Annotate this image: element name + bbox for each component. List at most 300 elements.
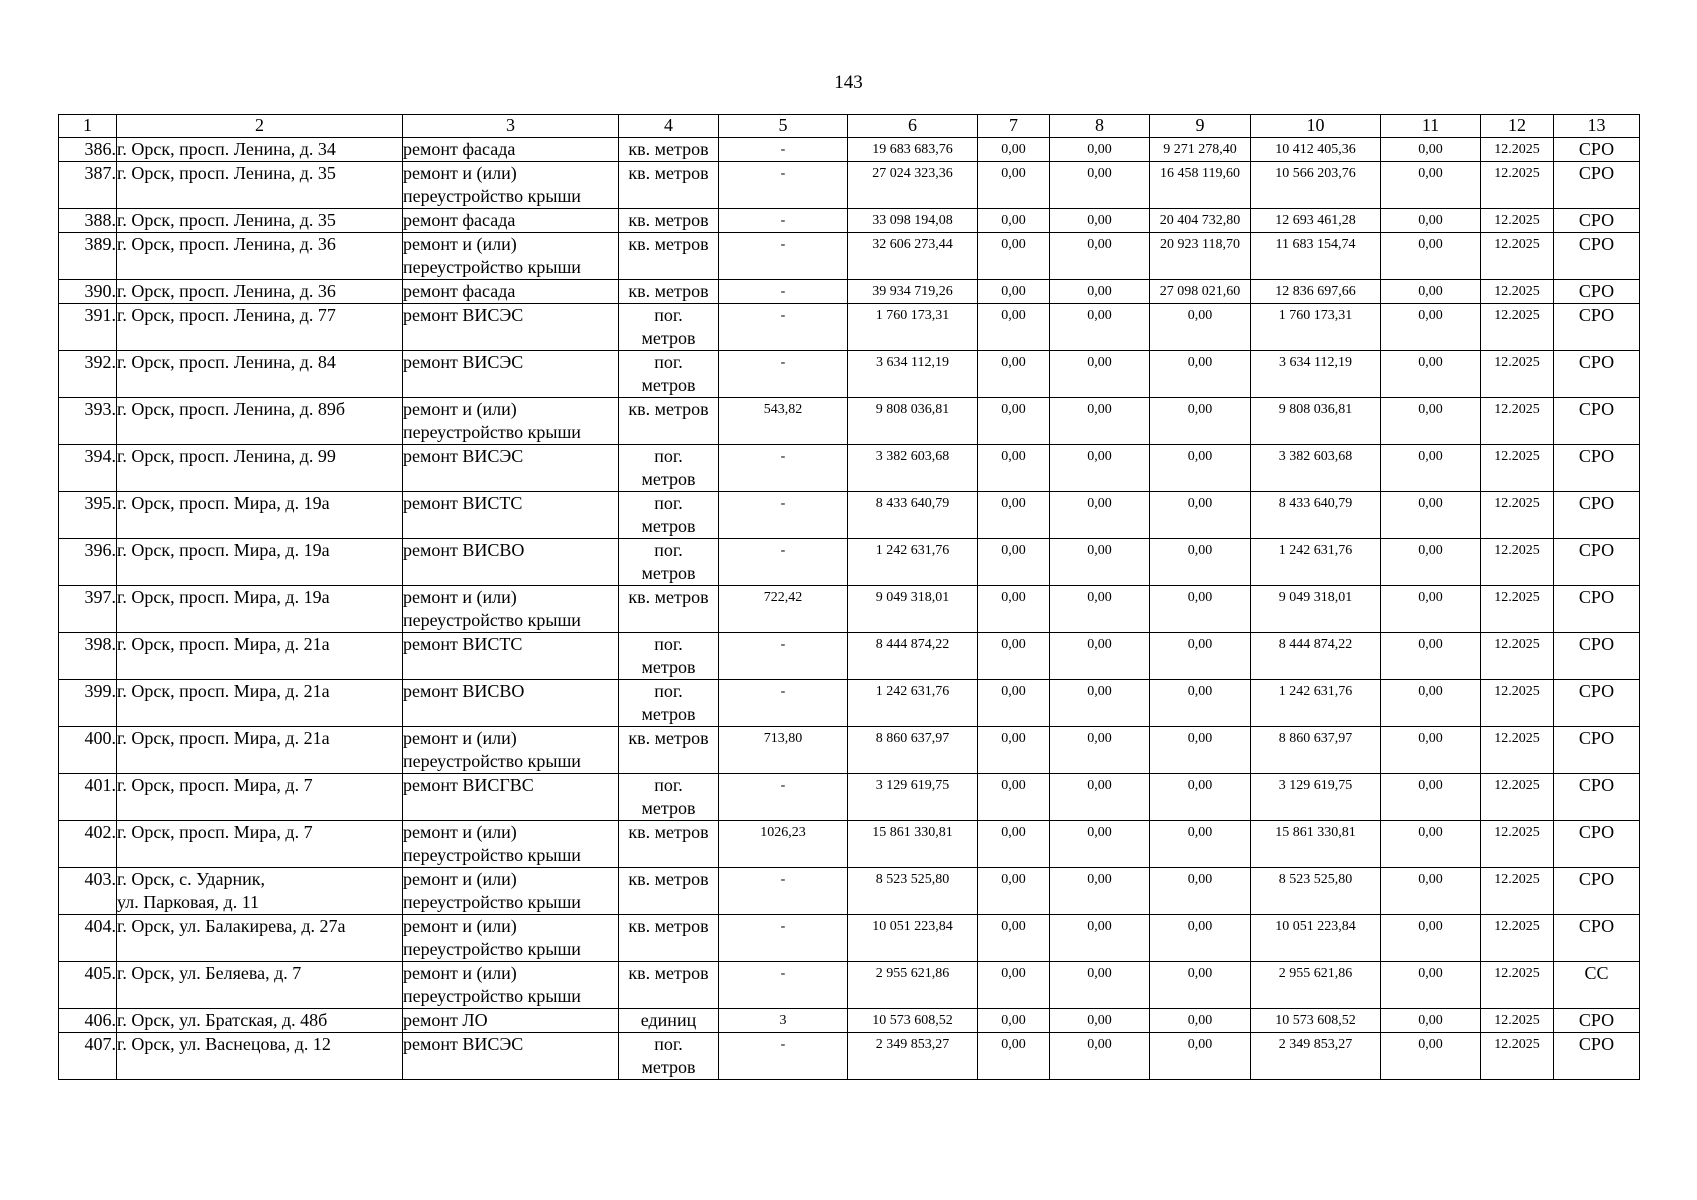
fund-method-cell: СРО bbox=[1554, 915, 1640, 962]
row-number-cell: 400. bbox=[59, 727, 117, 774]
table-row bbox=[59, 233, 1640, 280]
unit-cell bbox=[619, 539, 719, 586]
regional-funds-cell: 0,00 bbox=[1050, 539, 1150, 586]
owner-funds-cell: 10 412 405,36 bbox=[1251, 138, 1381, 162]
header-cell: 9 bbox=[1150, 115, 1251, 138]
unit-cell-line: пог. bbox=[654, 681, 683, 701]
address-cell-line: г. Орск, просп. Ленина, д. 35 bbox=[117, 163, 336, 183]
completion-date-cell: 12.2025 bbox=[1481, 162, 1554, 209]
work-type-cell-line: переустройство крыши bbox=[403, 257, 581, 277]
owner-funds-cell: 8 444 874,22 bbox=[1251, 633, 1381, 680]
federal-funds-cell: 0,00 bbox=[978, 962, 1050, 1009]
address-cell-line: г. Орск, просп. Мира, д. 21а bbox=[117, 681, 330, 701]
work-type-cell-line: переустройство крыши bbox=[403, 892, 581, 912]
work-type-cell-line: ремонт и (или) bbox=[403, 587, 517, 607]
address-cell bbox=[117, 162, 403, 209]
unit-cell bbox=[619, 492, 719, 539]
quantity-cell: - bbox=[719, 774, 848, 821]
address-cell bbox=[117, 962, 403, 1009]
work-type-cell-line: ремонт ВИСВО bbox=[403, 681, 525, 701]
row-number-cell: 396. bbox=[59, 539, 117, 586]
other-funds-cell: 0,00 bbox=[1381, 280, 1481, 304]
federal-funds-cell: 0,00 bbox=[978, 280, 1050, 304]
work-type-cell-line: ремонт ВИСТС bbox=[403, 493, 523, 513]
federal-funds-cell: 0,00 bbox=[978, 680, 1050, 727]
federal-funds-cell: 0,00 bbox=[978, 233, 1050, 280]
quantity-cell: - bbox=[719, 138, 848, 162]
row-number-cell: 393. bbox=[59, 398, 117, 445]
fund-method-cell: СРО bbox=[1554, 445, 1640, 492]
owner-funds-cell: 10 051 223,84 bbox=[1251, 915, 1381, 962]
local-funds-cell: 0,00 bbox=[1150, 398, 1251, 445]
row-number-cell: 394. bbox=[59, 445, 117, 492]
table-row bbox=[59, 1009, 1640, 1033]
unit-cell-line: метров bbox=[641, 375, 696, 395]
unit-cell-line: кв. метров bbox=[628, 963, 709, 983]
fund-method-cell: СРО bbox=[1554, 1033, 1640, 1080]
completion-date-cell: 12.2025 bbox=[1481, 209, 1554, 233]
address-cell-line: г. Орск, просп. Ленина, д. 34 bbox=[117, 139, 336, 159]
owner-funds-cell: 8 523 525,80 bbox=[1251, 868, 1381, 915]
total-cost-cell: 1 760 173,31 bbox=[848, 304, 978, 351]
unit-cell bbox=[619, 351, 719, 398]
fund-method-cell: СРО bbox=[1554, 162, 1640, 209]
regional-funds-cell: 0,00 bbox=[1050, 727, 1150, 774]
completion-date-cell: 12.2025 bbox=[1481, 915, 1554, 962]
owner-funds-cell: 3 634 112,19 bbox=[1251, 351, 1381, 398]
unit-cell-line: кв. метров bbox=[628, 281, 709, 301]
header-cell: 2 bbox=[117, 115, 403, 138]
address-cell-line: г. Орск, ул. Братская, д. 48б bbox=[117, 1010, 328, 1030]
unit-cell-line: кв. метров bbox=[628, 587, 709, 607]
completion-date-cell: 12.2025 bbox=[1481, 138, 1554, 162]
work-type-cell-line: переустройство крыши bbox=[403, 986, 581, 1006]
federal-funds-cell: 0,00 bbox=[978, 398, 1050, 445]
local-funds-cell: 0,00 bbox=[1150, 539, 1251, 586]
address-cell bbox=[117, 304, 403, 351]
unit-cell-line: пог. bbox=[654, 352, 683, 372]
unit-cell-line: метров bbox=[641, 516, 696, 536]
unit-cell bbox=[619, 962, 719, 1009]
local-funds-cell: 0,00 bbox=[1150, 774, 1251, 821]
completion-date-cell: 12.2025 bbox=[1481, 492, 1554, 539]
address-cell bbox=[117, 280, 403, 304]
unit-cell-line: пог. bbox=[654, 305, 683, 325]
address-cell-line: г. Орск, просп. Ленина, д. 36 bbox=[117, 234, 336, 254]
completion-date-cell: 12.2025 bbox=[1481, 304, 1554, 351]
federal-funds-cell: 0,00 bbox=[978, 492, 1050, 539]
regional-funds-cell: 0,00 bbox=[1050, 821, 1150, 868]
work-type-cell bbox=[403, 586, 619, 633]
regional-funds-cell: 0,00 bbox=[1050, 233, 1150, 280]
fund-method-cell: СРО bbox=[1554, 868, 1640, 915]
header-row bbox=[59, 115, 1640, 138]
completion-date-cell: 12.2025 bbox=[1481, 821, 1554, 868]
unit-cell bbox=[619, 633, 719, 680]
regional-funds-cell: 0,00 bbox=[1050, 138, 1150, 162]
owner-funds-cell: 10 573 608,52 bbox=[1251, 1009, 1381, 1033]
table-row bbox=[59, 162, 1640, 209]
work-type-cell bbox=[403, 680, 619, 727]
address-cell-line: г. Орск, просп. Мира, д. 7 bbox=[117, 822, 313, 842]
address-cell-line: г. Орск, просп. Мира, д. 21а bbox=[117, 634, 330, 654]
local-funds-cell: 0,00 bbox=[1150, 727, 1251, 774]
fund-method-cell: СРО bbox=[1554, 304, 1640, 351]
table-row bbox=[59, 280, 1640, 304]
work-type-cell-line: ремонт ВИСЭС bbox=[403, 1034, 524, 1054]
total-cost-cell: 3 129 619,75 bbox=[848, 774, 978, 821]
row-number-cell: 397. bbox=[59, 586, 117, 633]
other-funds-cell: 0,00 bbox=[1381, 233, 1481, 280]
local-funds-cell: 0,00 bbox=[1150, 962, 1251, 1009]
fund-method-cell: СРО bbox=[1554, 233, 1640, 280]
table-row bbox=[59, 398, 1640, 445]
table-row bbox=[59, 539, 1640, 586]
address-cell bbox=[117, 868, 403, 915]
total-cost-cell: 8 433 640,79 bbox=[848, 492, 978, 539]
local-funds-cell: 27 098 021,60 bbox=[1150, 280, 1251, 304]
address-cell bbox=[117, 351, 403, 398]
unit-cell bbox=[619, 1033, 719, 1080]
total-cost-cell: 10 573 608,52 bbox=[848, 1009, 978, 1033]
row-number-cell: 386. bbox=[59, 138, 117, 162]
quantity-cell: 543,82 bbox=[719, 398, 848, 445]
header-cell: 7 bbox=[978, 115, 1050, 138]
owner-funds-cell: 11 683 154,74 bbox=[1251, 233, 1381, 280]
work-type-cell bbox=[403, 351, 619, 398]
table-row bbox=[59, 962, 1640, 1009]
work-type-cell-line: переустройство крыши bbox=[403, 422, 581, 442]
federal-funds-cell: 0,00 bbox=[978, 539, 1050, 586]
row-number-cell: 405. bbox=[59, 962, 117, 1009]
table-row bbox=[59, 492, 1640, 539]
unit-cell-line: пог. bbox=[654, 634, 683, 654]
owner-funds-cell: 1 242 631,76 bbox=[1251, 539, 1381, 586]
local-funds-cell: 0,00 bbox=[1150, 492, 1251, 539]
completion-date-cell: 12.2025 bbox=[1481, 680, 1554, 727]
row-number-cell: 407. bbox=[59, 1033, 117, 1080]
local-funds-cell: 0,00 bbox=[1150, 821, 1251, 868]
header-cell: 8 bbox=[1050, 115, 1150, 138]
work-type-cell-line: ремонт и (или) bbox=[403, 728, 517, 748]
address-cell-line: г. Орск, просп. Ленина, д. 77 bbox=[117, 305, 336, 325]
local-funds-cell: 20 404 732,80 bbox=[1150, 209, 1251, 233]
work-type-cell-line: переустройство крыши bbox=[403, 845, 581, 865]
table-row bbox=[59, 586, 1640, 633]
fund-method-cell: СРО bbox=[1554, 351, 1640, 398]
total-cost-cell: 8 444 874,22 bbox=[848, 633, 978, 680]
header-cell: 4 bbox=[619, 115, 719, 138]
fund-method-cell: СРО bbox=[1554, 492, 1640, 539]
completion-date-cell: 12.2025 bbox=[1481, 351, 1554, 398]
unit-cell-line: кв. метров bbox=[628, 210, 709, 230]
address-cell bbox=[117, 633, 403, 680]
work-type-cell bbox=[403, 821, 619, 868]
other-funds-cell: 0,00 bbox=[1381, 727, 1481, 774]
address-cell bbox=[117, 209, 403, 233]
header-cell: 1 bbox=[59, 115, 117, 138]
unit-cell-line: кв. метров bbox=[628, 139, 709, 159]
local-funds-cell: 0,00 bbox=[1150, 868, 1251, 915]
quantity-cell: - bbox=[719, 304, 848, 351]
header-cell: 6 bbox=[848, 115, 978, 138]
completion-date-cell: 12.2025 bbox=[1481, 586, 1554, 633]
work-type-cell-line: ремонт фасада bbox=[403, 139, 516, 159]
federal-funds-cell: 0,00 bbox=[978, 774, 1050, 821]
address-cell-line: г. Орск, просп. Ленина, д. 84 bbox=[117, 352, 336, 372]
work-type-cell bbox=[403, 1009, 619, 1033]
row-number-cell: 389. bbox=[59, 233, 117, 280]
work-type-cell bbox=[403, 539, 619, 586]
total-cost-cell: 3 382 603,68 bbox=[848, 445, 978, 492]
completion-date-cell: 12.2025 bbox=[1481, 445, 1554, 492]
total-cost-cell: 8 523 525,80 bbox=[848, 868, 978, 915]
table-row bbox=[59, 209, 1640, 233]
owner-funds-cell: 12 836 697,66 bbox=[1251, 280, 1381, 304]
work-type-cell-line: ремонт ЛО bbox=[403, 1010, 488, 1030]
table-row bbox=[59, 680, 1640, 727]
other-funds-cell: 0,00 bbox=[1381, 209, 1481, 233]
fund-method-cell: СС bbox=[1554, 962, 1640, 1009]
work-type-cell-line: ремонт ВИСТС bbox=[403, 634, 523, 654]
address-cell bbox=[117, 1033, 403, 1080]
table-row bbox=[59, 774, 1640, 821]
fund-method-cell: СРО bbox=[1554, 280, 1640, 304]
other-funds-cell: 0,00 bbox=[1381, 680, 1481, 727]
owner-funds-cell: 1 242 631,76 bbox=[1251, 680, 1381, 727]
row-number-cell: 404. bbox=[59, 915, 117, 962]
unit-cell bbox=[619, 138, 719, 162]
local-funds-cell: 0,00 bbox=[1150, 915, 1251, 962]
total-cost-cell: 3 634 112,19 bbox=[848, 351, 978, 398]
row-number-cell: 406. bbox=[59, 1009, 117, 1033]
federal-funds-cell: 0,00 bbox=[978, 209, 1050, 233]
completion-date-cell: 12.2025 bbox=[1481, 280, 1554, 304]
table-row bbox=[59, 351, 1640, 398]
unit-cell-line: пог. bbox=[654, 493, 683, 513]
unit-cell bbox=[619, 304, 719, 351]
work-type-cell bbox=[403, 962, 619, 1009]
completion-date-cell: 12.2025 bbox=[1481, 774, 1554, 821]
completion-date-cell: 12.2025 bbox=[1481, 398, 1554, 445]
fund-method-cell: СРО bbox=[1554, 633, 1640, 680]
federal-funds-cell: 0,00 bbox=[978, 915, 1050, 962]
work-type-cell bbox=[403, 727, 619, 774]
address-cell bbox=[117, 727, 403, 774]
unit-cell bbox=[619, 868, 719, 915]
unit-cell-line: кв. метров bbox=[628, 916, 709, 936]
local-funds-cell: 0,00 bbox=[1150, 1009, 1251, 1033]
unit-cell-line: кв. метров bbox=[628, 399, 709, 419]
address-cell-line: г. Орск, ул. Васнецова, д. 12 bbox=[117, 1034, 331, 1054]
unit-cell-line: кв. метров bbox=[628, 728, 709, 748]
owner-funds-cell: 15 861 330,81 bbox=[1251, 821, 1381, 868]
address-cell bbox=[117, 915, 403, 962]
unit-cell-line: пог. bbox=[654, 540, 683, 560]
completion-date-cell: 12.2025 bbox=[1481, 1009, 1554, 1033]
header-cell: 3 bbox=[403, 115, 619, 138]
regional-funds-cell: 0,00 bbox=[1050, 162, 1150, 209]
regional-funds-cell: 0,00 bbox=[1050, 915, 1150, 962]
work-type-cell-line: ремонт фасада bbox=[403, 210, 516, 230]
unit-cell bbox=[619, 727, 719, 774]
address-cell-line: г. Орск, с. Ударник, bbox=[117, 869, 265, 889]
federal-funds-cell: 0,00 bbox=[978, 351, 1050, 398]
owner-funds-cell: 3 382 603,68 bbox=[1251, 445, 1381, 492]
address-cell bbox=[117, 586, 403, 633]
federal-funds-cell: 0,00 bbox=[978, 138, 1050, 162]
owner-funds-cell: 9 808 036,81 bbox=[1251, 398, 1381, 445]
address-cell-line: г. Орск, ул. Беляева, д. 7 bbox=[117, 963, 302, 983]
quantity-cell: - bbox=[719, 962, 848, 1009]
unit-cell-line: единиц bbox=[640, 1010, 697, 1030]
fund-method-cell: СРО bbox=[1554, 821, 1640, 868]
address-cell bbox=[117, 821, 403, 868]
row-number-cell: 399. bbox=[59, 680, 117, 727]
address-cell-line: г. Орск, просп. Мира, д. 7 bbox=[117, 775, 313, 795]
regional-funds-cell: 0,00 bbox=[1050, 868, 1150, 915]
unit-cell bbox=[619, 445, 719, 492]
work-type-cell bbox=[403, 445, 619, 492]
address-cell bbox=[117, 1009, 403, 1033]
work-type-cell-line: переустройство крыши bbox=[403, 751, 581, 771]
unit-cell bbox=[619, 209, 719, 233]
table-row bbox=[59, 868, 1640, 915]
completion-date-cell: 12.2025 bbox=[1481, 1033, 1554, 1080]
header-cell: 11 bbox=[1381, 115, 1481, 138]
address-cell bbox=[117, 539, 403, 586]
address-cell bbox=[117, 680, 403, 727]
other-funds-cell: 0,00 bbox=[1381, 398, 1481, 445]
unit-cell-line: пог. bbox=[654, 775, 683, 795]
regional-funds-cell: 0,00 bbox=[1050, 398, 1150, 445]
other-funds-cell: 0,00 bbox=[1381, 586, 1481, 633]
work-type-cell-line: ремонт и (или) bbox=[403, 869, 517, 889]
header-cell: 12 bbox=[1481, 115, 1554, 138]
unit-cell bbox=[619, 680, 719, 727]
quantity-cell: - bbox=[719, 539, 848, 586]
fund-method-cell: СРО bbox=[1554, 539, 1640, 586]
regional-funds-cell: 0,00 bbox=[1050, 962, 1150, 1009]
owner-funds-cell: 2 349 853,27 bbox=[1251, 1033, 1381, 1080]
unit-cell-line: кв. метров bbox=[628, 234, 709, 254]
other-funds-cell: 0,00 bbox=[1381, 162, 1481, 209]
other-funds-cell: 0,00 bbox=[1381, 445, 1481, 492]
completion-date-cell: 12.2025 bbox=[1481, 868, 1554, 915]
work-type-cell-line: ремонт ВИСГВС bbox=[403, 775, 534, 795]
regional-funds-cell: 0,00 bbox=[1050, 351, 1150, 398]
fund-method-cell: СРО bbox=[1554, 209, 1640, 233]
work-type-cell-line: ремонт ВИСЭС bbox=[403, 305, 524, 325]
work-type-cell-line: переустройство крыши bbox=[403, 939, 581, 959]
federal-funds-cell: 0,00 bbox=[978, 1033, 1050, 1080]
address-cell bbox=[117, 138, 403, 162]
other-funds-cell: 0,00 bbox=[1381, 774, 1481, 821]
unit-cell-line: метров bbox=[641, 1057, 696, 1077]
address-cell bbox=[117, 233, 403, 280]
table-row bbox=[59, 915, 1640, 962]
row-number-cell: 387. bbox=[59, 162, 117, 209]
local-funds-cell: 0,00 bbox=[1150, 633, 1251, 680]
address-cell bbox=[117, 492, 403, 539]
quantity-cell: 1026,23 bbox=[719, 821, 848, 868]
owner-funds-cell: 10 566 203,76 bbox=[1251, 162, 1381, 209]
address-cell bbox=[117, 398, 403, 445]
completion-date-cell: 12.2025 bbox=[1481, 727, 1554, 774]
local-funds-cell: 0,00 bbox=[1150, 1033, 1251, 1080]
work-type-cell bbox=[403, 280, 619, 304]
total-cost-cell: 15 861 330,81 bbox=[848, 821, 978, 868]
total-cost-cell: 1 242 631,76 bbox=[848, 539, 978, 586]
quantity-cell: - bbox=[719, 1033, 848, 1080]
regional-funds-cell: 0,00 bbox=[1050, 1033, 1150, 1080]
address-cell-line: г. Орск, просп. Ленина, д. 35 bbox=[117, 210, 336, 230]
work-type-cell-line: ремонт ВИСЭС bbox=[403, 352, 524, 372]
work-type-cell-line: ремонт ВИСЭС bbox=[403, 446, 524, 466]
unit-cell-line: кв. метров bbox=[628, 822, 709, 842]
regional-funds-cell: 0,00 bbox=[1050, 445, 1150, 492]
table-row bbox=[59, 821, 1640, 868]
header-cell: 13 bbox=[1554, 115, 1640, 138]
work-type-cell bbox=[403, 492, 619, 539]
total-cost-cell: 9 808 036,81 bbox=[848, 398, 978, 445]
other-funds-cell: 0,00 bbox=[1381, 633, 1481, 680]
quantity-cell: - bbox=[719, 209, 848, 233]
local-funds-cell: 16 458 119,60 bbox=[1150, 162, 1251, 209]
other-funds-cell: 0,00 bbox=[1381, 962, 1481, 1009]
local-funds-cell: 0,00 bbox=[1150, 680, 1251, 727]
address-cell bbox=[117, 774, 403, 821]
local-funds-cell: 0,00 bbox=[1150, 586, 1251, 633]
unit-cell-line: пог. bbox=[654, 1034, 683, 1054]
federal-funds-cell: 0,00 bbox=[978, 586, 1050, 633]
completion-date-cell: 12.2025 bbox=[1481, 233, 1554, 280]
other-funds-cell: 0,00 bbox=[1381, 492, 1481, 539]
local-funds-cell: 9 271 278,40 bbox=[1150, 138, 1251, 162]
regional-funds-cell: 0,00 bbox=[1050, 774, 1150, 821]
local-funds-cell: 0,00 bbox=[1150, 445, 1251, 492]
address-cell-line: г. Орск, просп. Мира, д. 21а bbox=[117, 728, 330, 748]
total-cost-cell: 2 349 853,27 bbox=[848, 1033, 978, 1080]
completion-date-cell: 12.2025 bbox=[1481, 633, 1554, 680]
address-cell-line: г. Орск, просп. Ленина, д. 36 bbox=[117, 281, 336, 301]
total-cost-cell: 39 934 719,26 bbox=[848, 280, 978, 304]
quantity-cell: 3 bbox=[719, 1009, 848, 1033]
unit-cell bbox=[619, 774, 719, 821]
quantity-cell: - bbox=[719, 680, 848, 727]
row-number-cell: 401. bbox=[59, 774, 117, 821]
work-type-cell bbox=[403, 209, 619, 233]
unit-cell-line: кв. метров bbox=[628, 869, 709, 889]
unit-cell-line: метров bbox=[641, 328, 696, 348]
address-cell-line: г. Орск, ул. Балакирева, д. 27а bbox=[117, 916, 346, 936]
work-type-cell bbox=[403, 304, 619, 351]
total-cost-cell: 33 098 194,08 bbox=[848, 209, 978, 233]
quantity-cell: - bbox=[719, 162, 848, 209]
row-number-cell: 402. bbox=[59, 821, 117, 868]
owner-funds-cell: 3 129 619,75 bbox=[1251, 774, 1381, 821]
header-cell: 10 bbox=[1251, 115, 1381, 138]
row-number-cell: 395. bbox=[59, 492, 117, 539]
local-funds-cell: 0,00 bbox=[1150, 304, 1251, 351]
quantity-cell: 713,80 bbox=[719, 727, 848, 774]
quantity-cell: - bbox=[719, 492, 848, 539]
address-cell-line: г. Орск, просп. Мира, д. 19а bbox=[117, 493, 330, 513]
completion-date-cell: 12.2025 bbox=[1481, 962, 1554, 1009]
work-type-cell bbox=[403, 633, 619, 680]
total-cost-cell: 27 024 323,36 bbox=[848, 162, 978, 209]
total-cost-cell: 8 860 637,97 bbox=[848, 727, 978, 774]
